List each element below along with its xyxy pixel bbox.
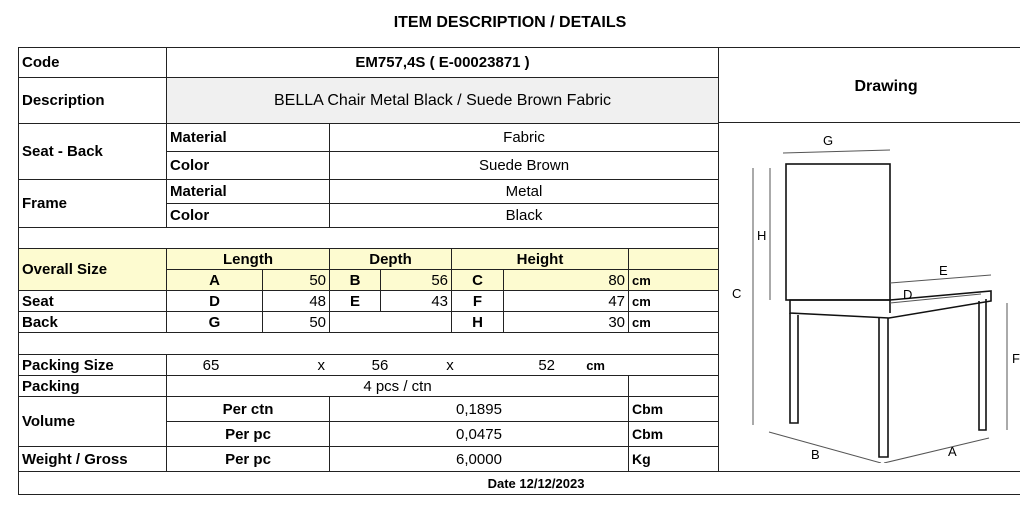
length-header: Length bbox=[167, 249, 330, 270]
dimension-g bbox=[783, 150, 890, 153]
packing-unit: cm bbox=[586, 357, 605, 373]
packing-size-values bbox=[167, 355, 719, 376]
overall-height-letter: C bbox=[452, 270, 504, 291]
seat-back-label: Seat - Back bbox=[19, 124, 167, 180]
chair-backrest bbox=[786, 164, 890, 300]
overall-unit: cm bbox=[629, 270, 719, 291]
label-f: F bbox=[1012, 351, 1020, 366]
volume-per-pc-label: Per pc bbox=[167, 422, 330, 447]
chair-leg-front-right bbox=[879, 318, 888, 457]
packing-x-1: x bbox=[317, 356, 325, 374]
seat-back-color-label: Color bbox=[167, 152, 330, 180]
back-length-letter: G bbox=[167, 312, 263, 333]
dimension-b bbox=[769, 432, 881, 463]
seat-back-color-value: Suede Brown bbox=[330, 152, 719, 180]
code-label: Code bbox=[19, 48, 167, 78]
weight-label: Weight / Gross bbox=[19, 447, 167, 472]
packing-length: 65 bbox=[202, 356, 220, 374]
packing-size-label: Packing Size bbox=[19, 355, 167, 376]
label-h: H bbox=[757, 228, 767, 243]
label-a: A bbox=[948, 444, 957, 459]
label-d: D bbox=[903, 287, 913, 302]
dimension-a bbox=[884, 438, 989, 463]
seat-height-value: 47 bbox=[504, 291, 629, 312]
seat-back-material-value: Fabric bbox=[330, 124, 719, 152]
overall-height-value: 80 bbox=[504, 270, 629, 291]
weight-per-pc-label: Per pc bbox=[167, 447, 330, 472]
chair-leg-back-right bbox=[979, 299, 986, 430]
seat-unit: cm bbox=[629, 291, 719, 312]
label-b: B bbox=[811, 447, 820, 462]
seat-depth-letter: E bbox=[330, 291, 381, 312]
overall-length-value: 50 bbox=[263, 270, 330, 291]
volume-per-ctn-value: 0,1895 bbox=[330, 397, 629, 422]
seat-length-letter: D bbox=[167, 291, 263, 312]
seat-height-letter: F bbox=[452, 291, 504, 312]
back-height-value: 30 bbox=[504, 312, 629, 333]
date-footer: Date 12/12/2023 bbox=[19, 472, 1020, 495]
seat-length-value: 48 bbox=[263, 291, 330, 312]
description-value: BELLA Chair Metal Black / Suede Brown Fabric bbox=[167, 78, 719, 124]
packing-x-2: x bbox=[446, 356, 454, 374]
code-value: EM757,4S ( E-00023871 ) bbox=[167, 48, 719, 78]
chair-leg-front-left bbox=[790, 313, 798, 423]
volume-per-pc-unit: Cbm bbox=[629, 422, 719, 447]
volume-per-pc-value: 0,0475 bbox=[330, 422, 629, 447]
seat-back-material-label: Material bbox=[167, 124, 330, 152]
label-g: G bbox=[823, 133, 834, 148]
volume-per-ctn-unit: Cbm bbox=[629, 397, 719, 422]
weight-value: 6,0000 bbox=[330, 447, 629, 472]
overall-length-letter: A bbox=[167, 270, 263, 291]
label-e: E bbox=[939, 263, 948, 278]
label-c: C bbox=[732, 286, 742, 301]
packing-depth: 56 bbox=[371, 356, 389, 374]
overall-depth-value: 56 bbox=[381, 270, 452, 291]
back-length-value: 50 bbox=[263, 312, 330, 333]
weight-unit: Kg bbox=[629, 447, 719, 472]
overall-size-label: Overall Size bbox=[19, 249, 167, 291]
back-height-letter: H bbox=[452, 312, 504, 333]
drawing-title: Drawing bbox=[719, 48, 1020, 123]
frame-color-label: Color bbox=[167, 204, 330, 228]
frame-label: Frame bbox=[19, 180, 167, 228]
frame-color-value: Black bbox=[330, 204, 719, 228]
seat-depth-value: 43 bbox=[381, 291, 452, 312]
frame-material-value: Metal bbox=[330, 180, 719, 204]
frame-material-label: Material bbox=[167, 180, 330, 204]
overall-depth-letter: B bbox=[330, 270, 381, 291]
packing-height: 52 bbox=[538, 356, 555, 374]
drawing-cell bbox=[719, 48, 1020, 472]
document-title: ITEM DESCRIPTION / DETAILS bbox=[393, 14, 627, 31]
description-label: Description bbox=[19, 78, 167, 124]
seat-label: Seat bbox=[19, 291, 167, 312]
chair-drawing bbox=[719, 123, 1020, 463]
volume-per-ctn-label: Per ctn bbox=[167, 397, 330, 422]
packing-value: 4 pcs / ctn bbox=[167, 376, 629, 397]
height-header: Height bbox=[452, 249, 629, 270]
back-unit: cm bbox=[629, 312, 719, 333]
packing-label: Packing bbox=[19, 376, 167, 397]
back-label: Back bbox=[19, 312, 167, 333]
item-details-table bbox=[18, 47, 1020, 495]
volume-label: Volume bbox=[19, 397, 167, 447]
depth-header: Depth bbox=[330, 249, 452, 270]
